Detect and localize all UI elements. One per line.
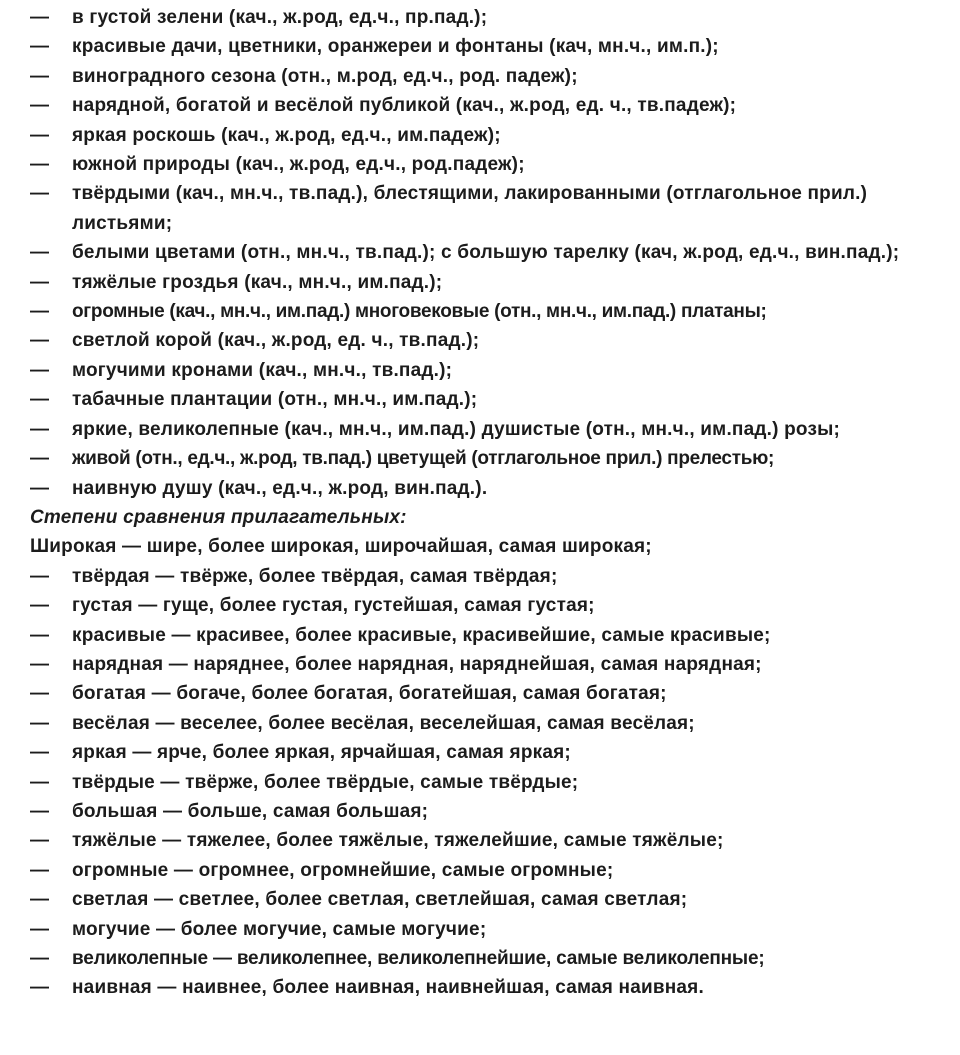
list-dash: —: [30, 330, 50, 352]
list-item: [30, 385, 950, 414]
list-dash: —: [30, 712, 50, 734]
list-item: [30, 297, 950, 326]
list-text: твёрдая — твёрже, более твёрдая, самая твёрдая;: [72, 565, 558, 587]
list-text: твёрдыми (кач., мн.ч., тв.пад.), блестящими, лакированными (отглагольное прил.) листьями;: [72, 183, 868, 234]
list-item: [30, 797, 950, 826]
list-item: [30, 650, 950, 679]
list-dash: —: [30, 36, 50, 58]
analysis-list: [30, 3, 950, 503]
list-dash: —: [30, 242, 50, 264]
list-dash: —: [30, 301, 50, 323]
list-item: [30, 591, 950, 620]
list-text: красивые — красивее, более красивые, красивейшие, самые красивые;: [72, 624, 771, 646]
first-degree-line: Широкая — шире, более широкая, широчайшая, самая широкая;: [30, 536, 652, 558]
list-text: табачные плантации (отн., мн.ч., им.пад.);: [72, 389, 478, 411]
list-item: [30, 121, 950, 150]
list-text: тяжёлые — тяжелее, более тяжёлые, тяжелейшие, самые тяжёлые;: [72, 830, 724, 852]
list-dash: —: [30, 477, 50, 499]
list-item: [30, 474, 950, 503]
list-text: густая — гуще, более густая, густейшая, самая густая;: [72, 595, 595, 617]
section-heading: Степени сравнения прилагательных:: [30, 506, 407, 528]
list-text: яркая — ярче, более яркая, ярчайшая, самая яркая;: [72, 742, 571, 764]
list-text: белыми цветами (отн., мн.ч., тв.пад.); с большую тарелку (кач, ж.род, ед.ч., вин.пад.);: [72, 242, 900, 264]
list-dash: —: [30, 742, 50, 764]
list-item: [30, 150, 950, 179]
list-text: весёлая — веселее, более весёлая, веселейшая, самая весёлая;: [72, 712, 695, 734]
list-dash: —: [30, 800, 50, 822]
list-text: твёрдые — твёрже, более твёрдые, самые твёрдые;: [72, 771, 579, 793]
list-item: [30, 709, 950, 738]
list-dash: —: [30, 271, 50, 293]
list-item: [30, 415, 950, 444]
list-text: наивную душу (кач., ед.ч., ж.род, вин.пад.).: [72, 477, 488, 499]
list-dash: —: [30, 65, 50, 87]
list-dash: —: [30, 624, 50, 646]
list-dash: —: [30, 124, 50, 146]
list-dash: —: [30, 918, 50, 940]
list-item: [30, 179, 950, 238]
list-item: [30, 768, 950, 797]
list-text: живой (отн., ед.ч., ж.род, тв.пад.) цветущей (отглагольное прил.) прелестью;: [72, 448, 775, 470]
list-text: могучими кронами (кач., мн.ч., тв.пад.);: [72, 359, 453, 381]
list-item: [30, 856, 950, 885]
list-item: [30, 621, 950, 650]
list-dash: —: [30, 389, 50, 411]
list-dash: —: [30, 653, 50, 675]
list-item: [30, 3, 950, 32]
list-text: яркая роскошь (кач., ж.род, ед.ч., им.падеж);: [72, 124, 501, 146]
list-text: в густой зелени (кач., ж.род, ед.ч., пр.пад.);: [72, 7, 488, 28]
list-text: красивые дачи, цветники, оранжереи и фонтаны (кач, мн.ч., им.п.);: [72, 36, 719, 58]
list-text: тяжёлые гроздья (кач., мн.ч., им.пад.);: [72, 271, 443, 293]
list-item: [30, 915, 950, 944]
list-item: [30, 238, 950, 267]
list-text: нарядной, богатой и весёлой публикой (кач., ж.род, ед. ч., тв.падеж);: [72, 95, 737, 117]
list-dash: —: [30, 565, 50, 587]
list-item: [30, 268, 950, 297]
list-dash: —: [30, 359, 50, 381]
degrees-list: [30, 562, 950, 1003]
list-dash: —: [30, 595, 50, 617]
list-dash: —: [30, 889, 50, 911]
list-item: [30, 973, 950, 1002]
list-text: великолепные — великолепнее, великолепнейшие, самые великолепные;: [72, 948, 765, 969]
list-dash: —: [30, 448, 50, 470]
list-text: яркие, великолепные (кач., мн.ч., им.пад.) душистые (отн., мн.ч., им.пад.) розы;: [72, 418, 841, 440]
list-item: [30, 826, 950, 855]
list-text: виноградного сезона (отн., м.род, ед.ч., род. падеж);: [72, 65, 578, 87]
list-item: [30, 356, 950, 385]
list-item: [30, 444, 950, 473]
list-dash: —: [30, 7, 50, 28]
list-text: богатая — богаче, более богатая, богатейшая, самая богатая;: [72, 683, 667, 705]
list-dash: —: [30, 977, 50, 999]
list-dash: —: [30, 418, 50, 440]
list-dash: —: [30, 830, 50, 852]
list-item: [30, 62, 950, 91]
list-dash: —: [30, 859, 50, 881]
list-text: огромные — огромнее, огромнейшие, самые огромные;: [72, 859, 614, 881]
list-text: могучие — более могучие, самые могучие;: [72, 918, 487, 940]
list-text: огромные (кач., мн.ч., им.пад.) многовековые (отн., мн.ч., им.пад.) платаны;: [72, 301, 767, 323]
list-text: нарядная — наряднее, более нарядная, наряднейшая, самая нарядная;: [72, 653, 762, 675]
list-dash: —: [30, 683, 50, 705]
list-text: наивная — наивнее, более наивная, наивнейшая, самая наивная.: [72, 977, 704, 999]
list-item: [30, 679, 950, 708]
list-dash: —: [30, 95, 50, 117]
list-dash: —: [30, 771, 50, 793]
list-dash: —: [30, 154, 50, 176]
list-text: южной природы (кач., ж.род, ед.ч., род.падеж);: [72, 154, 525, 176]
list-text: большая — больше, самая большая;: [72, 800, 429, 822]
list-text: светлой корой (кач., ж.род, ед. ч., тв.пад.);: [72, 330, 480, 352]
list-item: [30, 562, 950, 591]
list-item: [30, 944, 950, 973]
list-item: [30, 738, 950, 767]
list-text: светлая — светлее, более светлая, светлейшая, самая светлая;: [72, 889, 688, 911]
list-item: [30, 326, 950, 355]
list-item: [30, 32, 950, 61]
list-dash: —: [30, 183, 50, 205]
list-item: [30, 885, 950, 914]
list-item: [30, 91, 950, 120]
list-dash: —: [30, 948, 50, 969]
